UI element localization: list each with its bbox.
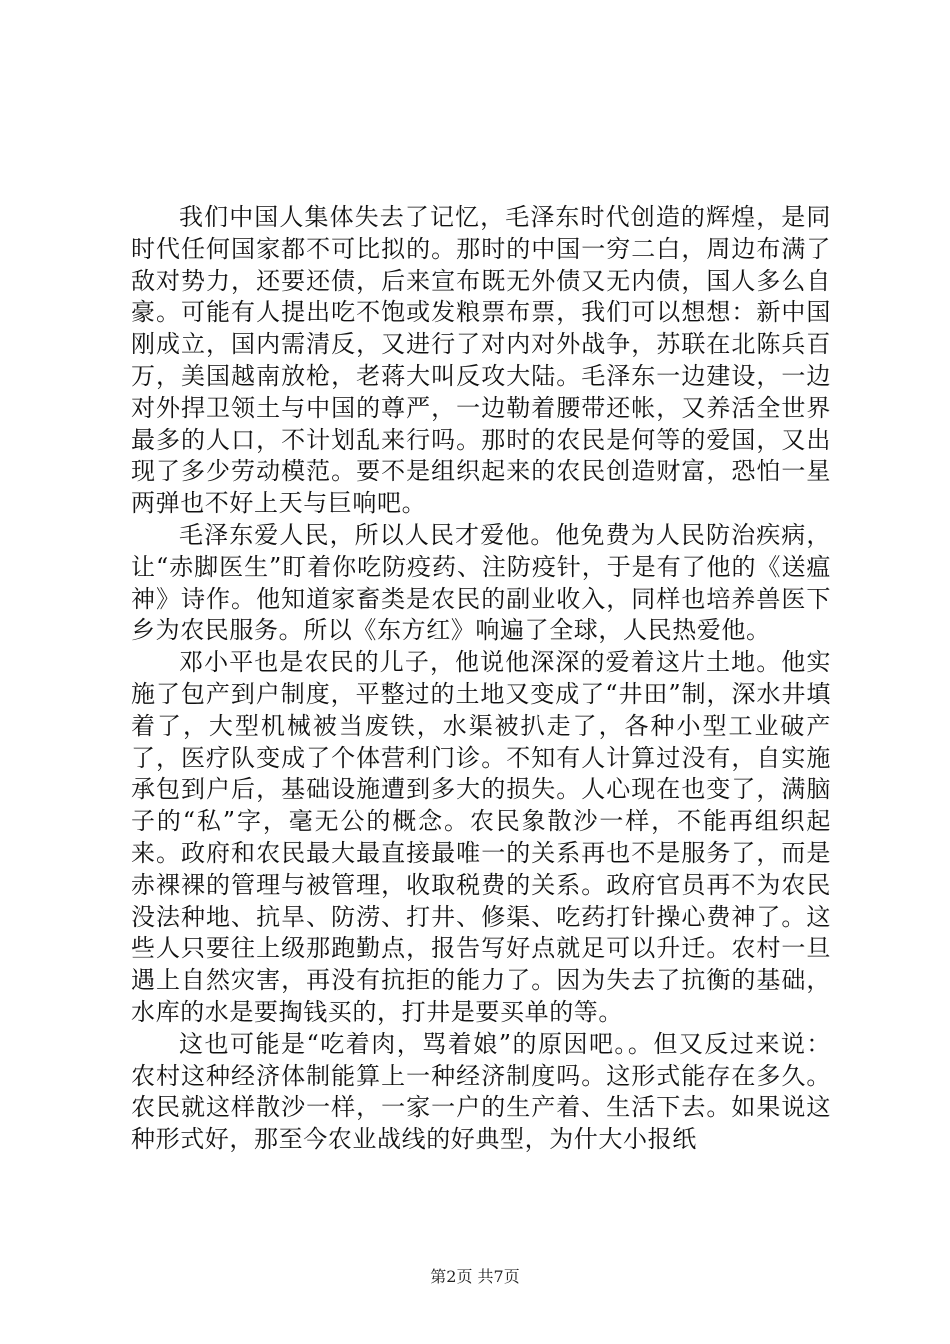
page-footer: 第2页 共7页 xyxy=(430,1267,520,1286)
body-text xyxy=(131,202,831,1156)
paragraph-1: 我们中国人集体失去了记忆，毛泽东时代创造的辉煌，是同时代任何国家都不可比拟的。那时的中国一穷二白，周边布满了敌对势力，还要还债，后来宣布既无外债又无内债，国人多么自豪。可能有人提出吃不饱或发粮票布票，我们可以想想：新中国刚成立，国内需清反，又进行了对内对外战争，苏联在北陈兵百万，美国越南放枪，老蒋大叫反攻大陆。毛泽东一边建设，一边对外捍卫领土与中国的尊严，一边勒着腰带还帐，又养活全世界最多的人口，不计划乱来行吗。那时的农民是何等的爱国，又出现了多少劳动模范。要不是组织起来的农民创造财富，恐怕一星两弹也不好上天与巨响吧。 xyxy=(131,203,831,518)
paragraph-2: 毛泽东爱人民，所以人民才爱他。他免费为人民防治疾病，让“赤脚医生”盯着你吃防疫药、注防疫针，于是有了他的《送瘟神》诗作。他知道家畜类是农民的副业收入，同样也培养兽医下乡为农民服务。所以《东方红》响遍了全球，人民热爱他。 xyxy=(131,520,831,645)
paragraph-4: 这也可能是“吃着肉，骂着娘”的原因吧。。但又反过来说：农村这种经济体制能算上一种经济制度吗。这形式能存在多久。农民就这样散沙一样，一家一户的生产着、生活下去。如果说这种形式好，那至今农业战线的好典型，为什大小报纸 xyxy=(131,1029,831,1154)
paragraph-3: 邓小平也是农民的儿子，他说他深深的爱着这片土地。他实施了包产到户制度，平整过的土地又变成了“井田”制，深水井填着了，大型机械被当废铁，水渠被扒走了，各种小型工业破产了，医疗队变成了个体营利门诊。不知有人计算过没有，自实施承包到户后，基础设施遭到多大的损失。人心现在也变了，满脑子的“私”字，毫无公的概念。农民象散沙一样，不能再组织起来。政府和农民最大最直接最唯一的关系再也不是服务了，而是赤裸裸的管理与被管理，收取税费的关系。政府官员再不为农民没法种地、抗旱、防涝、打井、修渠、吃药打针操心费神了。这些人只要往上级那跑勤点，报告写好点就足可以升迁。农村一旦遇上自然灾害，再没有抗拒的能力了。因为失去了抗衡的基础，水库的水是要掏钱买的，打井是要买单的等。 xyxy=(131,648,831,1026)
